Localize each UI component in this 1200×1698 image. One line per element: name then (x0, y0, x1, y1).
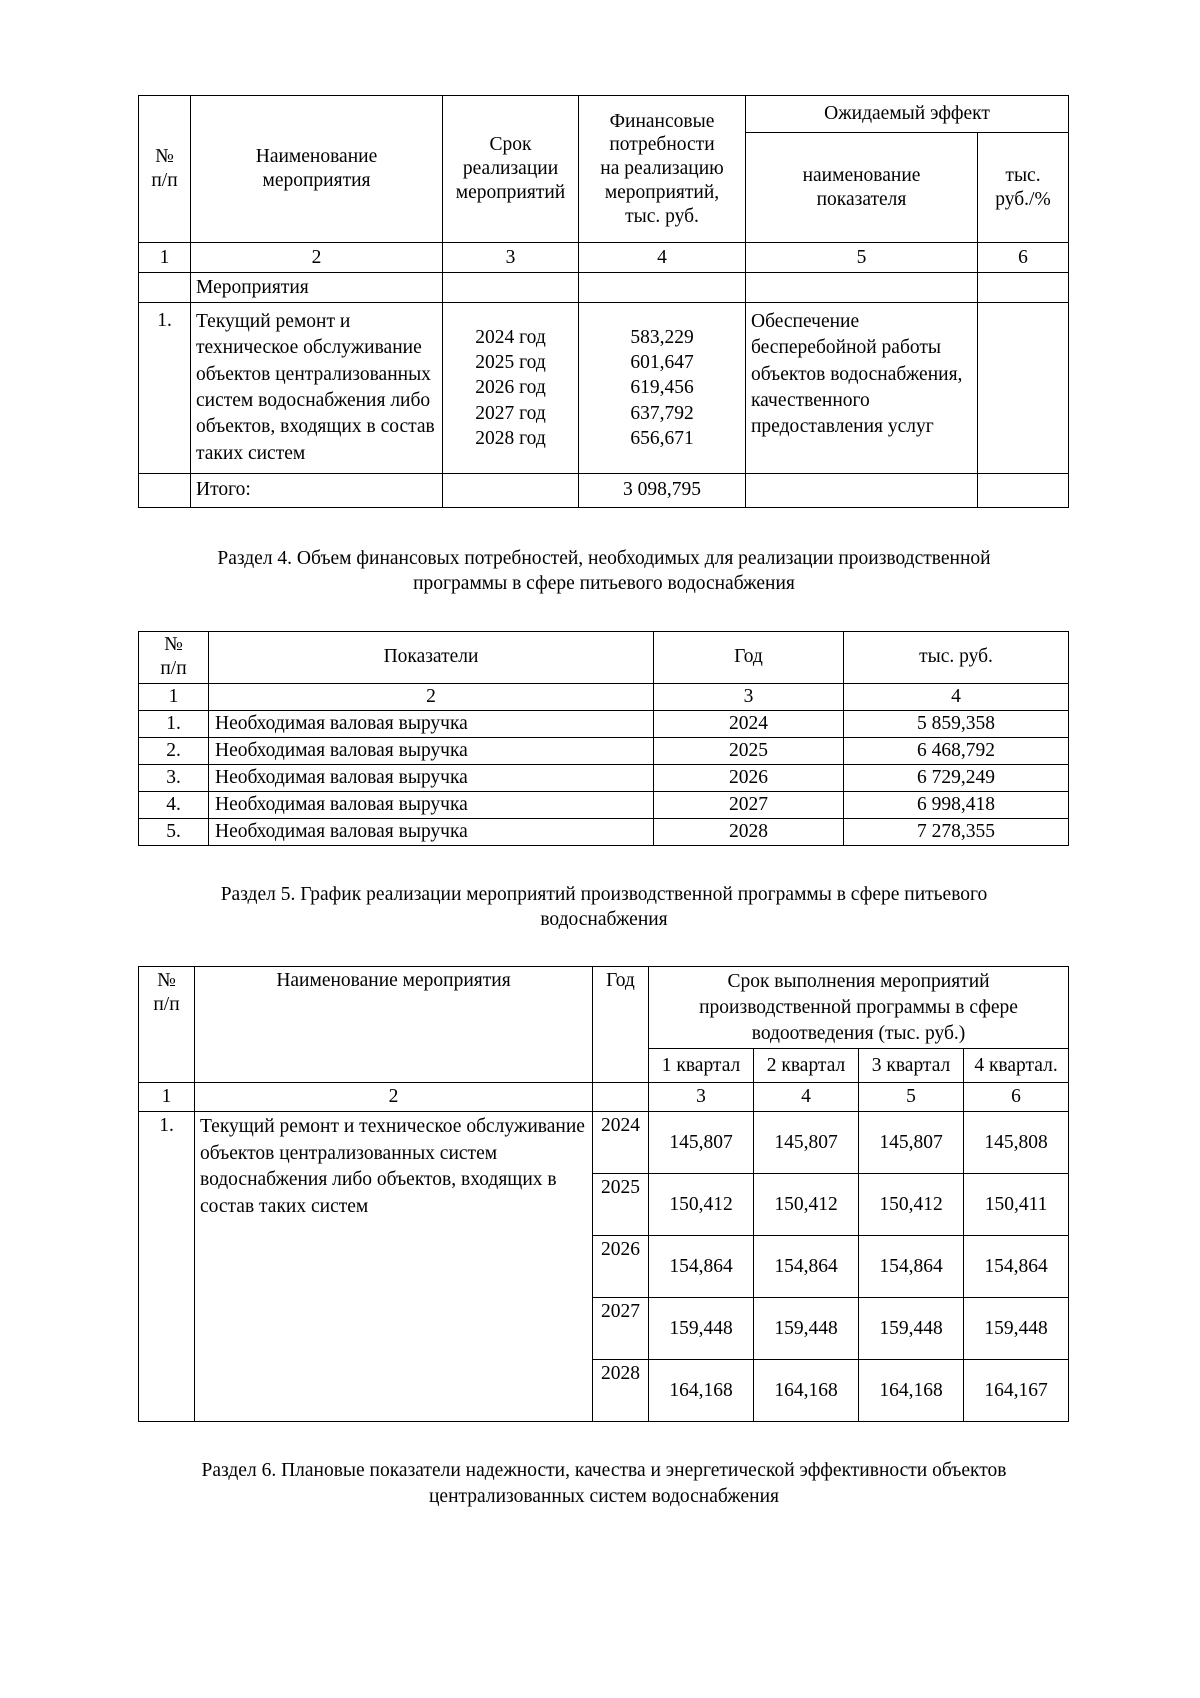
column-number-6: 6 (978, 243, 1069, 273)
header-cell-no (139, 96, 191, 243)
row-year: 2025 (654, 737, 844, 764)
year-item: 2027 год (475, 402, 546, 424)
header-cell-q4: 4 квартал. (964, 1049, 1069, 1083)
group-row-term (443, 273, 579, 303)
spacer (138, 597, 1070, 631)
column-number-3: 3 (654, 683, 844, 710)
column-number-5: 5 (746, 243, 978, 273)
amount-item: 637,792 (630, 402, 694, 424)
row-q3: 145,807 (859, 1112, 964, 1174)
row-term-list (443, 303, 579, 474)
total-row-amount: 3 098,795 (579, 473, 746, 507)
row-year: 2026 (654, 764, 844, 791)
row-q2: 159,448 (754, 1298, 859, 1360)
header-cell-year: Год (593, 967, 649, 1083)
table-header-row (139, 967, 1069, 1049)
year-item: 2026 год (475, 377, 546, 399)
row-q4: 145,808 (964, 1112, 1069, 1174)
row-indicator: Необходимая валовая выручка (209, 818, 654, 845)
amount-item: 583,229 (630, 326, 694, 348)
row-measure-name: Текущий ремонт и техническое обслуживание объектов централизованных систем водоснабжения либо объектов, входящих в состав таких систем (191, 303, 443, 474)
header-term-group-line1: Срок выполнения мероприятий (727, 971, 990, 993)
section-4-heading (138, 546, 1070, 597)
row-q1: 159,448 (649, 1298, 754, 1360)
row-q4: 159,448 (964, 1298, 1069, 1360)
header-cell-q1: 1 квартал (649, 1049, 754, 1083)
header-effect-units-line1: тыс. (1005, 164, 1041, 186)
group-row-no (139, 273, 191, 303)
row-q3: 154,864 (859, 1236, 964, 1298)
column-number-2: 2 (191, 243, 443, 273)
header-measure-name-line1: Наименование (255, 146, 378, 168)
header-needs-line5: тыс. руб. (625, 205, 699, 227)
row-amount: 6 729,249 (844, 764, 1069, 791)
total-row-term (443, 473, 579, 507)
row-q4: 154,864 (964, 1236, 1069, 1298)
header-cell-amount: тыс. руб. (844, 631, 1069, 683)
row-q1: 154,864 (649, 1236, 754, 1298)
row-no: 5. (139, 818, 209, 845)
amount-item: 601,647 (630, 351, 694, 373)
row-indicator: Необходимая валовая выручка (209, 710, 654, 737)
table-header-row (139, 631, 1069, 683)
row-year: 2028 (593, 1360, 649, 1422)
header-needs-line1: Финансовые (609, 110, 715, 132)
row-effect-units (978, 303, 1069, 474)
header-term-group-line2: производственной программы в сфере (699, 996, 1018, 1018)
group-row-label: Мероприятия (191, 273, 443, 303)
row-q4: 164,167 (964, 1360, 1069, 1422)
row-amount-list (579, 303, 746, 474)
total-row-units (978, 473, 1069, 507)
header-cell-expected-effect: Ожидаемый эффект (746, 96, 1069, 133)
row-amount: 7 278,355 (844, 818, 1069, 845)
amount-item: 619,456 (630, 377, 694, 399)
header-measure-name-line2: мероприятия (262, 170, 371, 191)
column-number-4: 4 (754, 1083, 859, 1112)
row-q2: 164,168 (754, 1360, 859, 1422)
header-cell-q2: 2 квартал (754, 1049, 859, 1083)
row-measure-name: Текущий ремонт и техническое обслуживание объектов централизованных систем водоснабжения либо объектов, входящих в состав таких систем (195, 1112, 593, 1422)
spacer (138, 846, 1070, 882)
row-amount: 5 859,358 (844, 710, 1069, 737)
table-header-row (139, 96, 1069, 133)
section-4-heading-line1: Раздел 4. Объем финансовых потребностей, необходимых для реализации производственной (217, 547, 991, 569)
row-q3: 164,168 (859, 1360, 964, 1422)
header-cell-year: Год (654, 631, 844, 683)
column-number-row (139, 243, 1069, 273)
column-number-5: 5 (859, 1083, 964, 1112)
section-6-heading (138, 1458, 1070, 1509)
header-no-line2: п/п (151, 170, 178, 191)
row-q1: 145,807 (649, 1112, 754, 1174)
row-no: 1. (139, 1112, 195, 1422)
row-no: 1. (139, 710, 209, 737)
row-year: 2026 (593, 1236, 649, 1298)
section-5-heading-line2: водоснабжения (540, 908, 668, 930)
row-q2: 145,807 (754, 1112, 859, 1174)
total-row-label: Итого: (191, 473, 443, 507)
header-cell-term-group (649, 967, 1069, 1049)
row-q2: 150,412 (754, 1174, 859, 1236)
header-effect-indicator-line1: наименование (802, 164, 921, 186)
header-cell-financial-needs (579, 96, 746, 243)
year-item: 2028 год (475, 427, 546, 449)
row-indicator: Необходимая валовая выручка (209, 791, 654, 818)
row-indicator: Необходимая валовая выручка (209, 764, 654, 791)
header-cell-no (139, 967, 195, 1083)
row-q1: 150,412 (649, 1174, 754, 1236)
header-cell-q3: 3 квартал (859, 1049, 964, 1083)
year-list (448, 325, 573, 452)
spacer (138, 932, 1070, 966)
row-amount: 6 998,418 (844, 791, 1069, 818)
row-q3: 159,448 (859, 1298, 964, 1360)
row-q3: 150,412 (859, 1174, 964, 1236)
row-effect: Обеспечение бесперебойной работы объектов водоснабжения, качественного предоставления услуг (746, 303, 978, 474)
header-term-group-line3: водоотведения (тыс. руб.) (751, 1022, 966, 1044)
column-number-2: 2 (195, 1083, 593, 1112)
section-5-heading-line1: Раздел 5. График реализации мероприятий производственной программы в сфере питьевого (220, 883, 988, 905)
column-number-year (593, 1083, 649, 1112)
header-cell-no (139, 631, 209, 683)
row-no: 3. (139, 764, 209, 791)
table-row (139, 791, 1069, 818)
header-needs-line4: мероприятий, (604, 181, 720, 203)
row-q1: 164,168 (649, 1360, 754, 1422)
header-term-line2: реализации (462, 158, 559, 180)
measures-table (138, 95, 1069, 508)
column-number-3: 3 (649, 1083, 754, 1112)
column-number-1: 1 (139, 683, 209, 710)
row-year: 2027 (654, 791, 844, 818)
header-cell-indicator: Показатели (209, 631, 654, 683)
row-no: 1. (139, 303, 191, 474)
header-cell-measure-name (191, 96, 443, 243)
group-row-effect (746, 273, 978, 303)
total-row (139, 473, 1069, 507)
group-row-units (978, 273, 1069, 303)
group-row (139, 273, 1069, 303)
row-indicator: Необходимая валовая выручка (209, 737, 654, 764)
year-item: 2025 год (475, 351, 546, 373)
row-year: 2024 (593, 1112, 649, 1174)
header-cell-effect-units (978, 133, 1069, 243)
section-6-heading-line1: Раздел 6. Плановые показатели надежности, качества и энергетической эффективности объектов (201, 1460, 1007, 1482)
header-effect-units-line2: руб./% (995, 188, 1051, 210)
column-number-3: 3 (443, 243, 579, 273)
header-needs-line2: потребности (609, 134, 715, 156)
row-q4: 150,411 (964, 1174, 1069, 1236)
header-effect-indicator-line2: показателя (816, 188, 907, 210)
header-no-line1: № (157, 970, 176, 992)
group-row-amount (579, 273, 746, 303)
section-4-heading-line2: программы в сфере питьевого водоснабжения (413, 573, 795, 595)
header-no-line1: № (155, 146, 174, 168)
column-number-6: 6 (964, 1083, 1069, 1112)
header-no-line1: № (164, 634, 183, 656)
row-year: 2025 (593, 1174, 649, 1236)
header-cell-effect-indicator (746, 133, 978, 243)
revenue-table (138, 631, 1069, 846)
header-term-line1: Срок (489, 134, 532, 156)
table-row (139, 303, 1069, 474)
row-no: 4. (139, 791, 209, 818)
spacer (138, 1422, 1070, 1458)
header-needs-line3: на реализацию (600, 158, 724, 180)
header-no-line2: п/п (160, 658, 187, 680)
row-no: 2. (139, 737, 209, 764)
column-number-row (139, 683, 1069, 710)
header-cell-measure-name: Наименование мероприятия (195, 967, 593, 1083)
total-row-effect (746, 473, 978, 507)
schedule-table (138, 966, 1069, 1422)
row-q2: 154,864 (754, 1236, 859, 1298)
column-number-4: 4 (844, 683, 1069, 710)
column-number-1: 1 (139, 1083, 195, 1112)
amount-list (584, 325, 740, 452)
table-row (139, 710, 1069, 737)
header-term-line3: мероприятий (455, 181, 566, 203)
row-year: 2024 (654, 710, 844, 737)
table-row (139, 818, 1069, 845)
table-row (139, 764, 1069, 791)
column-number-row (139, 1083, 1069, 1112)
year-item: 2024 год (475, 326, 546, 348)
spacer (138, 508, 1070, 546)
column-number-1: 1 (139, 243, 191, 273)
table-row (139, 737, 1069, 764)
header-cell-term (443, 96, 579, 243)
amount-item: 656,671 (630, 427, 694, 449)
header-no-line2: п/п (153, 994, 180, 1016)
total-row-no (139, 473, 191, 507)
row-year: 2028 (654, 818, 844, 845)
table-row (139, 1112, 1069, 1174)
column-number-2: 2 (209, 683, 654, 710)
row-amount: 6 468,792 (844, 737, 1069, 764)
column-number-4: 4 (579, 243, 746, 273)
row-year: 2027 (593, 1298, 649, 1360)
section-5-heading (138, 882, 1070, 933)
section-6-heading-line2: централизованных систем водоснабжения (428, 1485, 780, 1507)
